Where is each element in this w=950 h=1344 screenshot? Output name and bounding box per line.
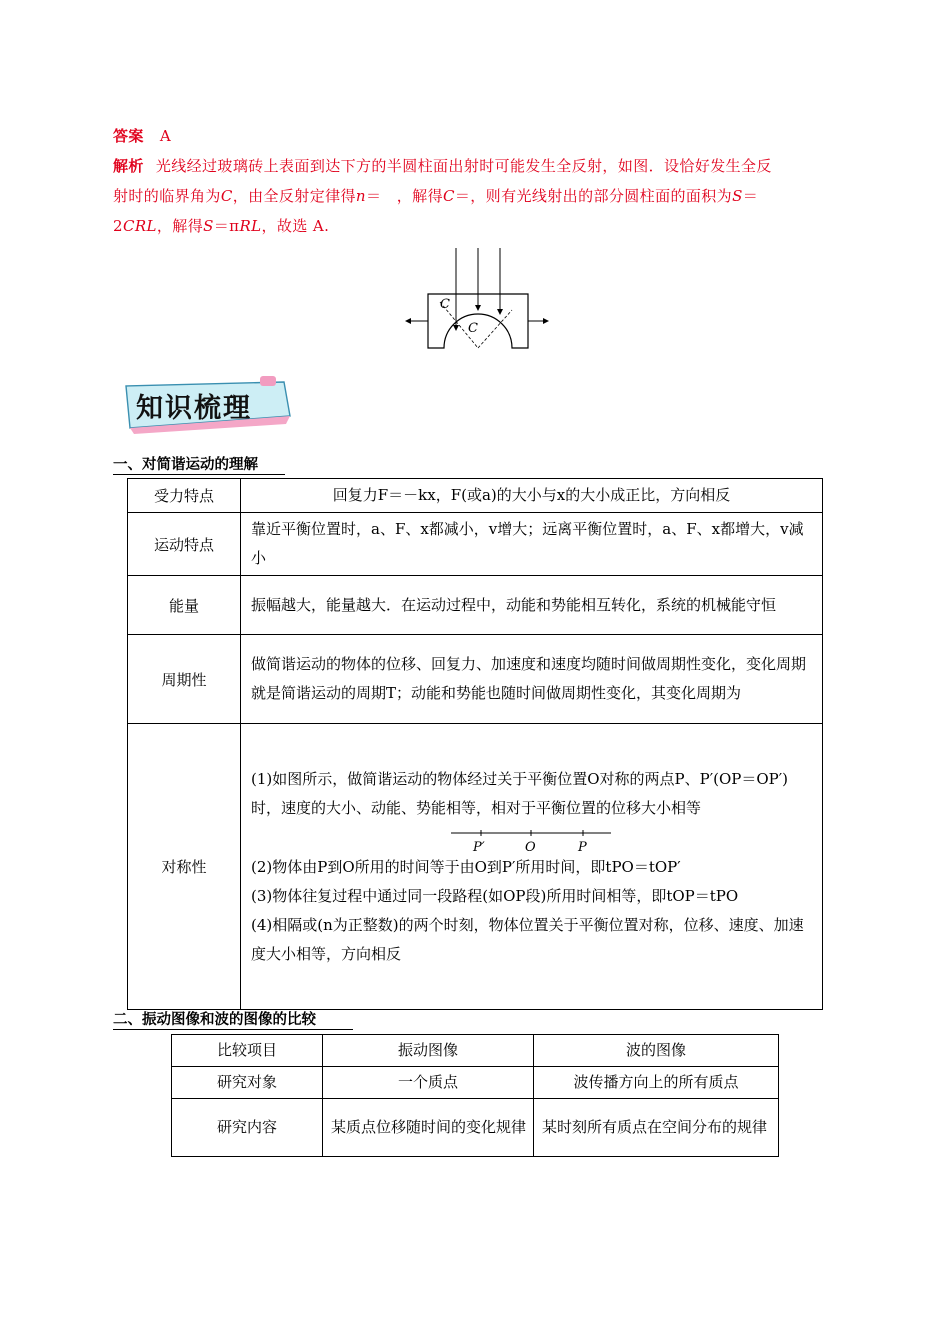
- table-header-row: [172, 1035, 779, 1067]
- var-c: C: [220, 187, 233, 205]
- analysis-text: ，解得: [156, 217, 204, 235]
- answer-label: 答案: [113, 127, 144, 145]
- table-cell: 某质点位移随时间的变化规律: [323, 1099, 534, 1157]
- analysis-text: 射时的临界角为: [113, 187, 221, 205]
- symmetry-axis: [451, 829, 631, 853]
- glass-brick-figure: [400, 244, 552, 356]
- table-cell: 研究对象: [172, 1067, 323, 1099]
- row-key: 能量: [128, 576, 241, 635]
- var-c: C: [442, 187, 455, 205]
- comparison-table: [171, 1034, 779, 1157]
- var-s: S: [203, 217, 214, 235]
- row-key: 周期性: [128, 635, 241, 724]
- answer-value: A: [159, 127, 172, 145]
- row-value: 振幅越大，能量越大．在运动过程中，动能和势能相互转化，系统的机械能守恒: [241, 576, 823, 635]
- row-key: 运动特点: [128, 513, 241, 576]
- symmetry-p4: (4)相隔或(n为正整数)的两个时刻，物体位置关于平衡位置对称，位移、速度、加速度大小相等，方向相反: [251, 915, 804, 963]
- analysis-label: 解析: [113, 157, 144, 175]
- symmetry-p2: (2)物体由P到O所用的时间等于由O到P′所用时间，即tPO＝tOP′: [251, 857, 681, 876]
- label-c-lower: C: [468, 321, 478, 336]
- table-row: [172, 1067, 779, 1099]
- label-c-upper: C: [440, 297, 450, 312]
- analysis-line-1: [113, 151, 772, 181]
- var-crl: CRL: [122, 217, 157, 235]
- table-cell: 研究内容: [172, 1099, 323, 1157]
- table-cell: 波传播方向上的所有质点: [534, 1067, 779, 1099]
- section-banner: [120, 376, 292, 426]
- analysis-text: ＝: [742, 187, 759, 205]
- row-value: [241, 724, 823, 1010]
- table-row: [128, 724, 823, 1010]
- simple-harmonic-table: [127, 478, 823, 1010]
- row-value: 回复力F＝－kx，F(或a)的大小与x的大小成正比，方向相反: [241, 479, 823, 513]
- analysis-text: ＝π: [213, 217, 240, 235]
- table-row: [128, 635, 823, 724]
- table-row: [128, 513, 823, 576]
- row-key: 受力特点: [128, 479, 241, 513]
- table-cell: 某时刻所有质点在空间分布的规律: [534, 1099, 779, 1157]
- analysis-text: ＝ ，解得: [365, 187, 443, 205]
- analysis-line-2: [113, 181, 758, 211]
- axis-label-p: P: [578, 839, 587, 853]
- analysis-text: ，由全反射定律得: [232, 187, 356, 205]
- row-value: 靠近平衡位置时，a、F、x都减小，v增大；远离平衡位置时，a、F、x都增大，v减小: [241, 513, 823, 576]
- axis-label-p-prime: P′: [473, 839, 485, 853]
- answer-line: [113, 121, 171, 151]
- section1-title-text: 一、对简谐运动的理解: [113, 457, 258, 473]
- table-row: [172, 1099, 779, 1157]
- section1-title: [113, 453, 285, 474]
- analysis-text: 2: [113, 217, 123, 235]
- axis-label-o: O: [525, 839, 536, 853]
- header-cell: 比较项目: [172, 1035, 323, 1067]
- table-cell: 一个质点: [323, 1067, 534, 1099]
- symmetry-p3: (3)物体往复过程中通过同一段路程(如OP段)所用时间相等，即tOP＝tPO: [251, 886, 739, 905]
- section2-title: [113, 1008, 353, 1029]
- row-key: 对称性: [128, 724, 241, 1010]
- var-s: S: [732, 187, 743, 205]
- table-row: [128, 576, 823, 635]
- section2-underline: [113, 1029, 353, 1030]
- symmetry-p1: (1)如图所示，做简谐运动的物体经过关于平衡位置O对称的两点P、P′(OP＝OP′)时，速度的大小、动能、势能相等，相对于平衡位置的位移大小相等: [251, 769, 789, 817]
- section1-underline: [113, 474, 285, 475]
- header-cell: 振动图像: [323, 1035, 534, 1067]
- analysis-text: ，故选 A.: [261, 217, 330, 235]
- var-n: n: [355, 187, 366, 205]
- banner-title: 知识梳理: [136, 393, 252, 424]
- analysis-text: ＝，则有光线射出的部分圆柱面的面积为: [454, 187, 733, 205]
- table-row: [128, 479, 823, 513]
- analysis-line-3: [113, 211, 329, 241]
- var-rl: RL: [239, 217, 262, 235]
- row-value: 做简谐运动的物体的位移、回复力、加速度和速度均随时间做周期性变化，变化周期就是简谐运动的周期T；动能和势能也随时间做周期性变化，其变化周期为: [241, 635, 823, 724]
- header-cell: 波的图像: [534, 1035, 779, 1067]
- analysis-text-1: 光线经过玻璃砖上表面到达下方的半圆柱面出射时可能发生全反射，如图．设恰好发生全反: [155, 157, 772, 175]
- section2-title-text: 二、振动图像和波的图像的比较: [113, 1012, 316, 1028]
